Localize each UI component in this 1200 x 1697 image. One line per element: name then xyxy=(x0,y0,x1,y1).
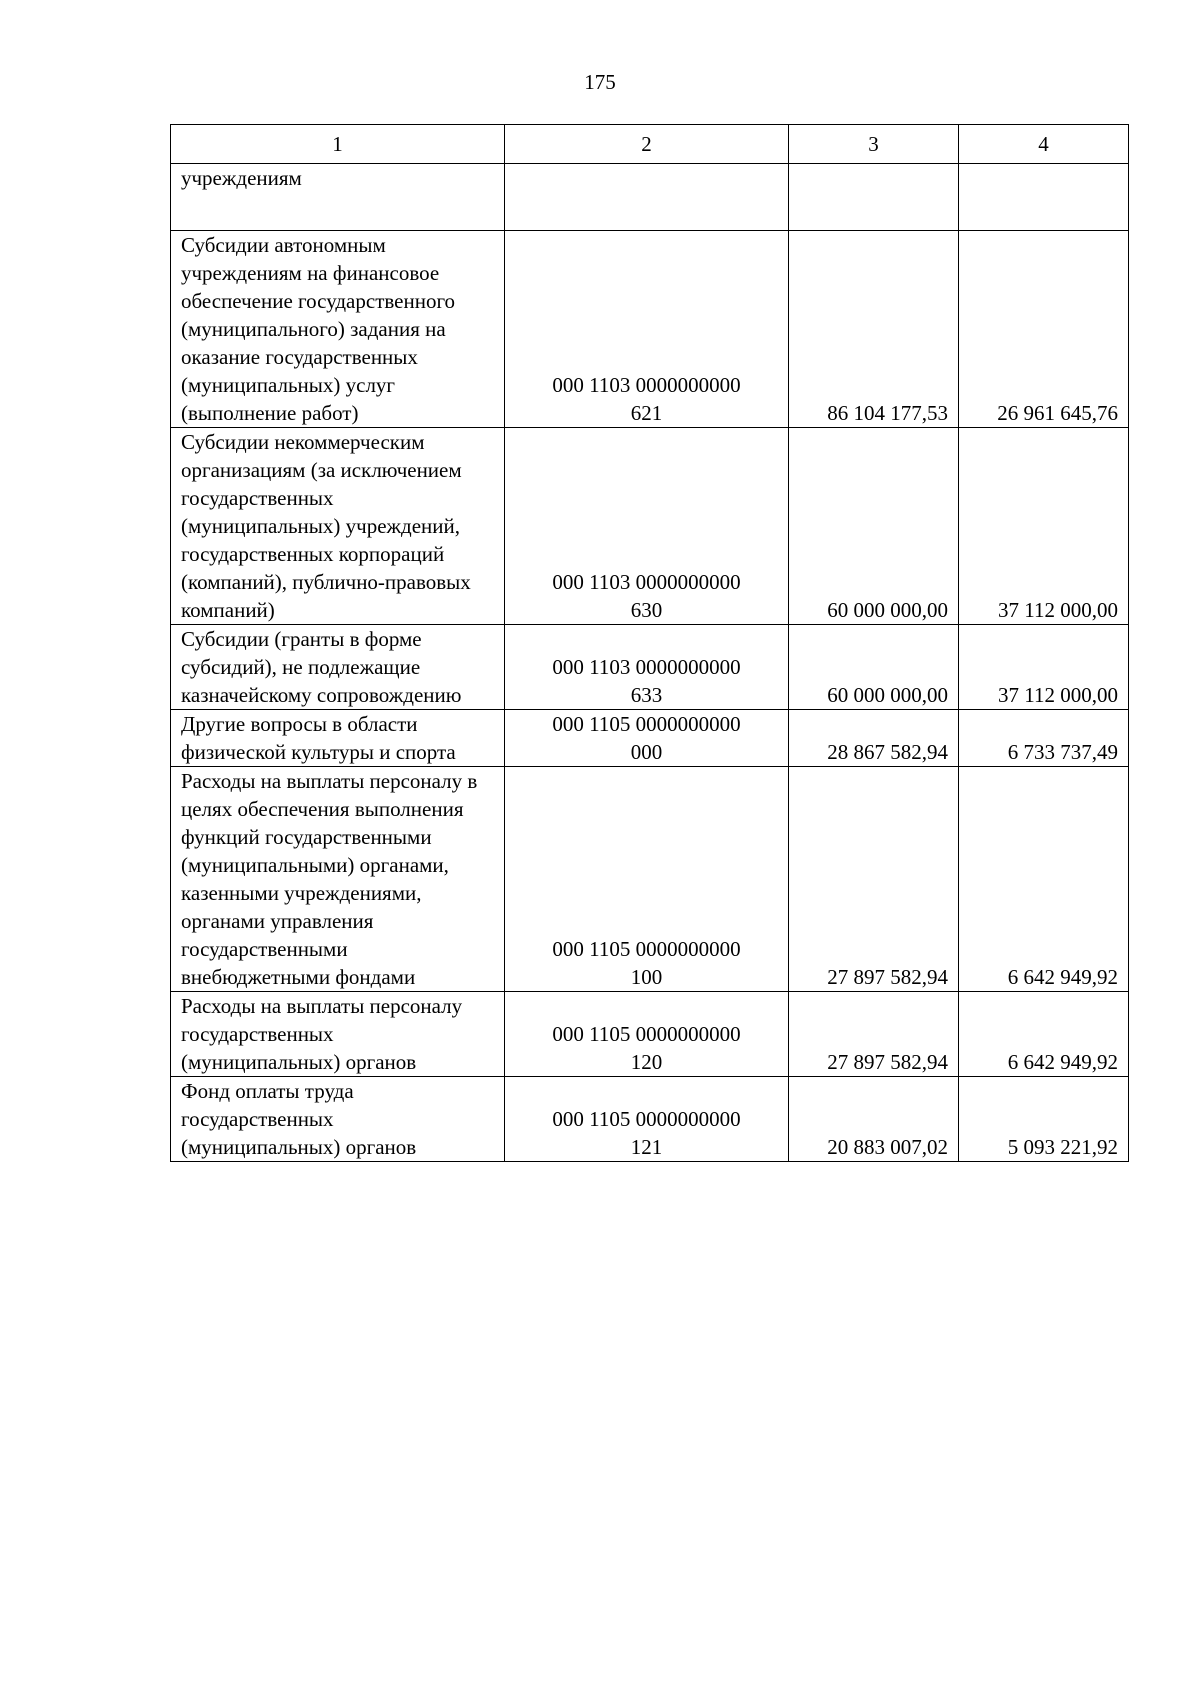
row-description: учреждениям xyxy=(171,164,505,231)
table-row xyxy=(171,767,1129,992)
table-row xyxy=(171,1077,1129,1162)
table-row xyxy=(171,992,1129,1077)
row-code-empty xyxy=(505,164,789,231)
row-col3: 27 897 582,94 xyxy=(789,767,959,992)
code-line-1: 000 1105 0000000000 xyxy=(552,937,741,961)
page-number: 175 xyxy=(584,70,616,94)
code-line-2: 621 xyxy=(630,401,663,425)
row-description: Субсидии автономным учреждениям на финансовое обеспечение государственного (муниципального) задания на оказание государственных (муниципальных) услуг (выполнение работ) xyxy=(171,231,505,428)
row-col3: 60 000 000,00 xyxy=(789,625,959,710)
row-col4: 6 642 949,92 xyxy=(959,992,1129,1077)
row-col4-empty xyxy=(959,164,1129,231)
row-col4: 26 961 645,76 xyxy=(959,231,1129,428)
row-col3-empty xyxy=(789,164,959,231)
column-header-3: 3 xyxy=(789,125,959,164)
row-description: Фонд оплаты труда государственных (муниципальных) органов xyxy=(171,1077,505,1162)
row-col4: 37 112 000,00 xyxy=(959,428,1129,625)
row-col3: 86 104 177,53 xyxy=(789,231,959,428)
code-line-1: 000 1103 0000000000 xyxy=(552,373,741,397)
row-description: Другие вопросы в области физической культуры и спорта xyxy=(171,710,505,767)
code-line-2: 630 xyxy=(630,598,663,622)
row-code xyxy=(505,231,789,428)
code-line-2: 121 xyxy=(630,1135,663,1159)
code-line-2: 000 xyxy=(630,740,663,764)
row-description: Расходы на выплаты персоналу государственных (муниципальных) органов xyxy=(171,992,505,1077)
row-col4: 5 093 221,92 xyxy=(959,1077,1129,1162)
row-col4: 37 112 000,00 xyxy=(959,625,1129,710)
table-row xyxy=(171,231,1129,428)
table-row xyxy=(171,710,1129,767)
row-col4: 6 642 949,92 xyxy=(959,767,1129,992)
column-header-1: 1 xyxy=(171,125,505,164)
row-col3: 27 897 582,94 xyxy=(789,992,959,1077)
row-col3: 28 867 582,94 xyxy=(789,710,959,767)
row-code xyxy=(505,625,789,710)
budget-table xyxy=(170,124,1129,1162)
code-line-1: 000 1105 0000000000 xyxy=(552,1022,741,1046)
row-col3: 20 883 007,02 xyxy=(789,1077,959,1162)
row-description: Субсидии некоммерческим организациям (за исключением государственных (муниципальных) учреждений, государственных корпораций (компаний), публично-правовых компаний) xyxy=(171,428,505,625)
row-description: Расходы на выплаты персоналу в целях обеспечения выполнения функций государственными (муниципальными) органами, казенными учреждениями, органами управления государственными внебюджетными фондами xyxy=(171,767,505,992)
column-header-2: 2 xyxy=(505,125,789,164)
code-line-1: 000 1105 0000000000 xyxy=(552,712,741,736)
row-code xyxy=(505,767,789,992)
column-header-4: 4 xyxy=(959,125,1129,164)
code-line-1: 000 1103 0000000000 xyxy=(552,570,741,594)
row-code xyxy=(505,428,789,625)
row-code xyxy=(505,710,789,767)
code-line-1: 000 1103 0000000000 xyxy=(552,655,741,679)
table-row-continuation xyxy=(171,164,1129,231)
code-line-1: 000 1105 0000000000 xyxy=(552,1107,741,1131)
table-row xyxy=(171,625,1129,710)
row-description: Субсидии (гранты в форме субсидий), не подлежащие казначейскому сопровождению xyxy=(171,625,505,710)
code-line-2: 120 xyxy=(630,1050,663,1074)
row-code xyxy=(505,1077,789,1162)
table-row xyxy=(171,428,1129,625)
row-code xyxy=(505,992,789,1077)
table-header-row xyxy=(171,125,1129,164)
code-line-2: 100 xyxy=(630,965,663,989)
code-line-2: 633 xyxy=(630,683,663,707)
row-col4: 6 733 737,49 xyxy=(959,710,1129,767)
row-col3: 60 000 000,00 xyxy=(789,428,959,625)
